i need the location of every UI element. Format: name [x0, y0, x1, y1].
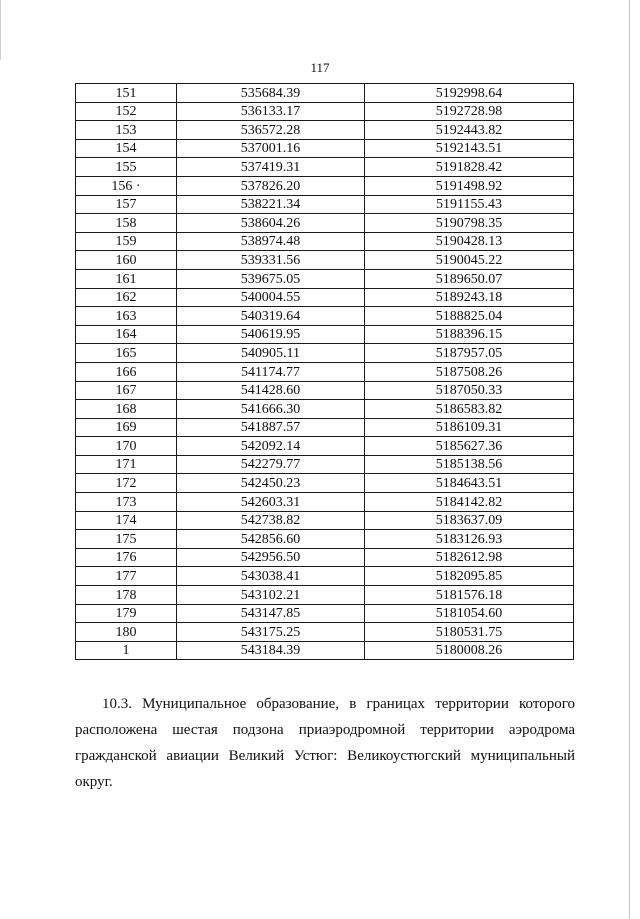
point-number-cell: 153 — [76, 121, 177, 140]
y-coordinate-cell: 5180531.75 — [365, 623, 574, 642]
point-number-cell: 157 — [76, 195, 177, 214]
y-coordinate-cell: 5190798.35 — [365, 214, 574, 233]
y-coordinate-cell: 5191498.92 — [365, 176, 574, 195]
x-coordinate-cell: 537419.31 — [177, 158, 365, 177]
x-coordinate-cell: 541887.57 — [177, 418, 365, 437]
point-number-cell: 179 — [76, 604, 177, 623]
point-number-cell: 174 — [76, 511, 177, 530]
table-row — [76, 307, 574, 326]
y-coordinate-cell: 5186109.31 — [365, 418, 574, 437]
table-row — [76, 325, 574, 344]
x-coordinate-cell: 541428.60 — [177, 381, 365, 400]
y-coordinate-cell: 5192998.64 — [365, 84, 574, 103]
x-coordinate-cell: 542279.77 — [177, 455, 365, 474]
point-number-cell: 152 — [76, 102, 177, 121]
point-number-cell: 175 — [76, 530, 177, 549]
x-coordinate-cell: 542738.82 — [177, 511, 365, 530]
x-coordinate-cell: 540319.64 — [177, 307, 365, 326]
table-row — [76, 102, 574, 121]
point-number-cell: 164 — [76, 325, 177, 344]
table-row — [76, 474, 574, 493]
y-coordinate-cell: 5191828.42 — [365, 158, 574, 177]
y-coordinate-cell: 5192443.82 — [365, 121, 574, 140]
table-row — [76, 586, 574, 605]
table-row — [76, 455, 574, 474]
y-coordinate-cell: 5192143.51 — [365, 139, 574, 158]
point-number-cell: 172 — [76, 474, 177, 493]
table-row — [76, 381, 574, 400]
x-coordinate-cell: 538604.26 — [177, 214, 365, 233]
x-coordinate-cell: 539675.05 — [177, 269, 365, 288]
x-coordinate-cell: 542092.14 — [177, 437, 365, 456]
y-coordinate-cell: 5190428.13 — [365, 232, 574, 251]
point-number-cell: 165 — [76, 344, 177, 363]
point-number-cell: 155 — [76, 158, 177, 177]
table-row — [76, 604, 574, 623]
y-coordinate-cell: 5188396.15 — [365, 325, 574, 344]
x-coordinate-cell: 542450.23 — [177, 474, 365, 493]
body-paragraph: 10.3. Муниципальное образование, в границах территории которого расположена шестая подзона приаэродромной территории аэродрома гражданской авиации Великий Устюг: Великоустюгский муниципальный округ. — [75, 696, 575, 790]
page-number: 117 — [310, 60, 330, 75]
table-row — [76, 288, 574, 307]
coordinates-table — [75, 83, 574, 660]
point-number-cell: 171 — [76, 455, 177, 474]
y-coordinate-cell: 5185138.56 — [365, 455, 574, 474]
x-coordinate-cell: 537826.20 — [177, 176, 365, 195]
table-row — [76, 195, 574, 214]
point-number-cell: 162 — [76, 288, 177, 307]
point-number-cell: 154 — [76, 139, 177, 158]
table-row — [76, 139, 574, 158]
x-coordinate-cell: 540905.11 — [177, 344, 365, 363]
point-number-cell: 151 — [76, 84, 177, 103]
x-coordinate-cell: 542856.60 — [177, 530, 365, 549]
x-coordinate-cell: 537001.16 — [177, 139, 365, 158]
point-number-cell: 167 — [76, 381, 177, 400]
coordinates-table-body — [76, 84, 574, 660]
y-coordinate-cell: 5181054.60 — [365, 604, 574, 623]
table-row — [76, 567, 574, 586]
scan-artifact — [0, 0, 1, 60]
x-coordinate-cell: 538221.34 — [177, 195, 365, 214]
y-coordinate-cell: 5186583.82 — [365, 400, 574, 419]
y-coordinate-cell: 5182612.98 — [365, 548, 574, 567]
x-coordinate-cell: 542603.31 — [177, 493, 365, 512]
table-row — [76, 251, 574, 270]
y-coordinate-cell: 5190045.22 — [365, 251, 574, 270]
point-number-cell: 177 — [76, 567, 177, 586]
y-coordinate-cell: 5183637.09 — [365, 511, 574, 530]
x-coordinate-cell: 543147.85 — [177, 604, 365, 623]
point-number-cell: 161 — [76, 269, 177, 288]
y-coordinate-cell: 5192728.98 — [365, 102, 574, 121]
y-coordinate-cell: 5184142.82 — [365, 493, 574, 512]
y-coordinate-cell: 5188825.04 — [365, 307, 574, 326]
point-number-cell: 176 — [76, 548, 177, 567]
point-number-cell: 1 — [76, 641, 177, 660]
point-number-cell: 166 — [76, 362, 177, 381]
x-coordinate-cell: 536572.28 — [177, 121, 365, 140]
x-coordinate-cell: 541666.30 — [177, 400, 365, 419]
table-row — [76, 530, 574, 549]
point-number-cell: 173 — [76, 493, 177, 512]
y-coordinate-cell: 5181576.18 — [365, 586, 574, 605]
table-row — [76, 344, 574, 363]
table-row — [76, 176, 574, 195]
table-row — [76, 214, 574, 233]
table-row — [76, 437, 574, 456]
x-coordinate-cell: 536133.17 — [177, 102, 365, 121]
y-coordinate-cell: 5184643.51 — [365, 474, 574, 493]
x-coordinate-cell: 535684.39 — [177, 84, 365, 103]
point-number-cell: 160 — [76, 251, 177, 270]
point-number-cell: 170 — [76, 437, 177, 456]
x-coordinate-cell: 542956.50 — [177, 548, 365, 567]
y-coordinate-cell: 5187508.26 — [365, 362, 574, 381]
y-coordinate-cell: 5189650.07 — [365, 269, 574, 288]
y-coordinate-cell: 5185627.36 — [365, 437, 574, 456]
x-coordinate-cell: 543038.41 — [177, 567, 365, 586]
x-coordinate-cell: 543184.39 — [177, 641, 365, 660]
x-coordinate-cell: 540619.95 — [177, 325, 365, 344]
table-row — [76, 400, 574, 419]
table-row — [76, 158, 574, 177]
table-row — [76, 418, 574, 437]
y-coordinate-cell: 5189243.18 — [365, 288, 574, 307]
y-coordinate-cell: 5180008.26 — [365, 641, 574, 660]
x-coordinate-cell: 541174.77 — [177, 362, 365, 381]
table-row — [76, 548, 574, 567]
point-number-cell: 178 — [76, 586, 177, 605]
x-coordinate-cell: 540004.55 — [177, 288, 365, 307]
point-number-cell: 169 — [76, 418, 177, 437]
table-row — [76, 269, 574, 288]
table-row — [76, 362, 574, 381]
point-number-cell: 159 — [76, 232, 177, 251]
point-number-cell: 180 — [76, 623, 177, 642]
table-row — [76, 493, 574, 512]
table-row — [76, 641, 574, 660]
y-coordinate-cell: 5182095.85 — [365, 567, 574, 586]
table-row — [76, 232, 574, 251]
x-coordinate-cell: 538974.48 — [177, 232, 365, 251]
table-row — [76, 84, 574, 103]
point-number-cell: 163 — [76, 307, 177, 326]
point-number-cell: 158 — [76, 214, 177, 233]
x-coordinate-cell: 543175.25 — [177, 623, 365, 642]
table-row — [76, 511, 574, 530]
point-number-cell: 168 — [76, 400, 177, 419]
table-row — [76, 121, 574, 140]
y-coordinate-cell: 5187957.05 — [365, 344, 574, 363]
y-coordinate-cell: 5187050.33 — [365, 381, 574, 400]
y-coordinate-cell: 5183126.93 — [365, 530, 574, 549]
x-coordinate-cell: 543102.21 — [177, 586, 365, 605]
point-number-cell: 156 · — [76, 176, 177, 195]
x-coordinate-cell: 539331.56 — [177, 251, 365, 270]
table-row — [76, 623, 574, 642]
y-coordinate-cell: 5191155.43 — [365, 195, 574, 214]
scan-edge — [629, 0, 630, 919]
